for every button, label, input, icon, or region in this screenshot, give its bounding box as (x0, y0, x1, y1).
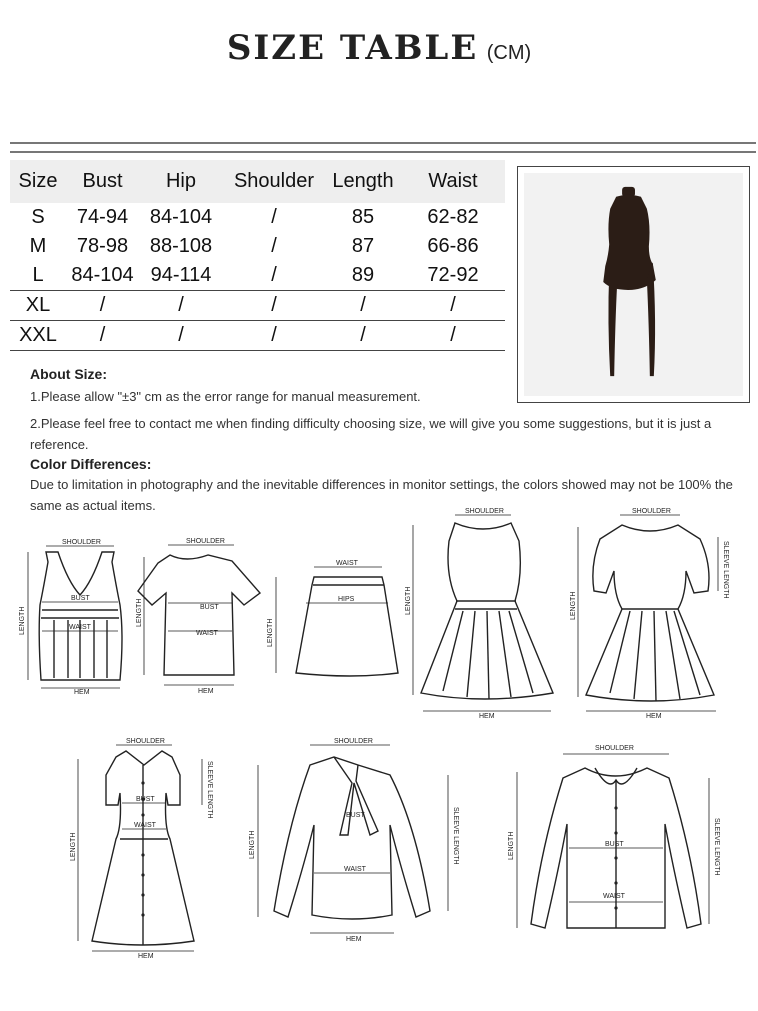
table-row (10, 321, 505, 351)
header-length: Length (325, 160, 401, 203)
length-label: LENGTH (267, 618, 274, 647)
hem-label: HEM (198, 688, 214, 695)
hem-label: HEM (74, 689, 90, 696)
length-label: LENGTH (136, 598, 143, 627)
header-waist: Waist (401, 160, 505, 203)
length-label: LENGTH (405, 586, 412, 615)
bust-label: BUST (200, 604, 219, 611)
divider-top (10, 142, 756, 144)
divider-bottom (10, 151, 756, 153)
cell-length: 85 (351, 206, 375, 228)
cell-waist: 62-82 (427, 206, 479, 228)
about-size-note-2: 2.Please feel free to contact me when finding difficulty choosing size, we will give you some suggestions, but it is just a reference. (30, 416, 712, 452)
cell-bust: 78-98 (76, 235, 129, 257)
shoulder-label: SHOULDER (632, 508, 671, 515)
bust-label: BUST (71, 595, 90, 602)
table-header-row (10, 160, 505, 203)
cell-length: / (325, 321, 401, 351)
cell-bust: 84-104 (66, 261, 139, 291)
hips-label: HIPS (338, 596, 355, 603)
shirt-dress-diagram (68, 735, 218, 960)
cell-shoulder: / (271, 235, 277, 257)
skirt-diagram (262, 555, 407, 685)
cell-shoulder: / (271, 206, 277, 228)
table-row (10, 291, 505, 321)
title-unit: (CM) (486, 42, 532, 64)
header-shoulder: Shoulder (223, 160, 325, 203)
size-table-title (0, 28, 758, 68)
length-label: LENGTH (508, 831, 515, 860)
sleeve-length-label: SLEEVE LENGTH (722, 541, 729, 599)
header-hip: Hip (139, 160, 223, 203)
hem-label: HEM (346, 936, 362, 943)
waist-label: WAIST (134, 822, 156, 829)
length-label: LENGTH (249, 830, 256, 859)
about-size-heading: About Size: (30, 366, 107, 382)
table-row (10, 261, 505, 291)
header-bust: Bust (66, 160, 139, 203)
bust-label: BUST (346, 812, 365, 819)
cell-size: XL (10, 291, 66, 321)
cell-hip: / (139, 291, 223, 321)
title-text: SIZE TABLE (226, 28, 479, 68)
cell-length: / (325, 291, 401, 321)
short-sleeve-dress-diagram (568, 505, 740, 720)
cell-size: S (31, 206, 45, 228)
waist-label: WAIST (196, 630, 218, 637)
cell-hip: 88-108 (149, 235, 213, 257)
shoulder-label: SHOULDER (465, 508, 504, 515)
cell-size: M (29, 235, 47, 257)
length-label: LENGTH (70, 832, 77, 861)
waist-label: WAIST (603, 893, 625, 900)
shoulder-label: SHOULDER (595, 745, 634, 752)
about-size-note-1: 1.Please allow "±3" cm as the error range for manual measurement. (30, 389, 421, 404)
color-differences-note: Due to limitation in photography and the inevitable differences in monitor settings, the colors showed may not be 100% the same as actual items. (30, 477, 733, 513)
dress-photo (524, 173, 743, 396)
notes-section (30, 366, 745, 516)
cell-size: L (10, 261, 66, 291)
cell-shoulder: / (223, 261, 325, 291)
cell-hip: / (139, 321, 223, 351)
cell-length: 89 (325, 261, 401, 291)
table-row (10, 203, 505, 232)
cell-length: 87 (351, 235, 375, 257)
cell-bust: / (66, 291, 139, 321)
sleeve-length-label: SLEEVE LENGTH (206, 761, 213, 819)
cell-waist: 72-92 (401, 261, 505, 291)
hem-label: HEM (646, 713, 662, 720)
bust-label: BUST (136, 796, 155, 803)
length-label: LENGTH (570, 591, 577, 620)
waist-label: WAIST (69, 624, 91, 631)
length-label: LENGTH (19, 606, 26, 635)
cell-bust: 74-94 (76, 206, 129, 228)
hem-label: HEM (479, 713, 495, 720)
sleeve-length-label: SLEEVE LENGTH (452, 807, 459, 865)
color-differences-heading: Color Differences: (30, 456, 152, 472)
size-chart-table (10, 160, 505, 351)
cell-shoulder: / (223, 321, 325, 351)
cell-hip: 94-114 (139, 261, 223, 291)
cell-size: XXL (10, 321, 66, 351)
cell-hip: 84-104 (149, 206, 213, 228)
header-size: Size (10, 160, 66, 203)
waist-label: WAIST (344, 866, 366, 873)
cell-waist: / (401, 291, 505, 321)
collared-shirt-diagram (505, 738, 730, 938)
cell-shoulder: / (223, 291, 325, 321)
waist-label: WAIST (336, 560, 358, 567)
cell-waist: 66-86 (427, 235, 479, 257)
product-image-background (524, 173, 743, 396)
shoulder-label: SHOULDER (62, 539, 101, 546)
shoulder-label: SHOULDER (186, 538, 225, 545)
shoulder-label: SHOULDER (334, 738, 373, 745)
hem-label: HEM (138, 953, 154, 960)
tank-top-diagram (14, 540, 129, 695)
bow-blouse-diagram (240, 735, 465, 945)
bust-label: BUST (605, 841, 624, 848)
shoulder-label: SHOULDER (126, 738, 165, 745)
sleeveless-dress-diagram (403, 505, 558, 720)
table-row (10, 232, 505, 261)
tshirt-diagram (134, 535, 262, 695)
cell-waist: / (401, 321, 505, 351)
sleeve-length-label: SLEEVE LENGTH (713, 818, 720, 876)
cell-bust: / (66, 321, 139, 351)
